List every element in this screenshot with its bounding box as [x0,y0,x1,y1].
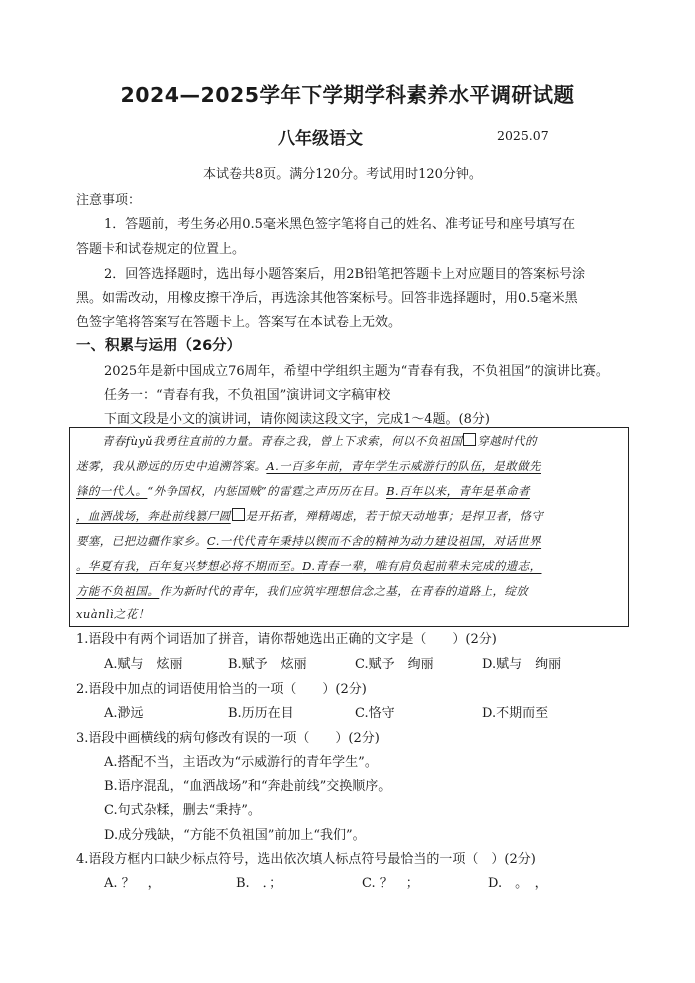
passage-line: 青春fùyǔ我勇往直前的力量。青春之我，曾上下求索，何以不负祖国 穿越时代的 [102,434,537,448]
instruction: 下面文段是小文的演讲词，请你阅读这段文字，完成1～4题。(8分) [104,412,490,427]
notice-line: 2．回答选择题时，选出每小题答案后，用2B铅笔把答题卡上对应题目的答案标号涂 [104,267,586,282]
question-stem: 3.语段中画横线的病句修改有误的一项（ ）(2分) [76,731,380,746]
passage-line: ，血洒战场，奔赴前线篡尸圆 是开拓者，殚精竭虑，若于惊天动地事；是捍卫者，恪守 [76,509,544,523]
option-d: D. 。 ， [488,876,548,891]
notice-label: 注意事项： [76,193,142,208]
option-c: C. ？ ； [362,876,419,891]
option-c: C.赋予 绚丽 [355,657,434,672]
exam-info: 本试卷共8页。满分120分。考试用时120分钟。 [203,167,482,182]
passage-line: 迷雾，我从渺远的历史中追溯答案。A.一百多年前，青年学生示威游行的队伍，是敢做先 [76,459,541,473]
passage-line [76,558,541,574]
option-a: A. ？ ， [104,876,161,891]
option-b: B. ．； [236,876,283,891]
underlined-sentence-c: 。华夏有我，百年复兴梦想必将不期而至。 [76,559,303,573]
underlined-sentence-a: 锋的一代人。 [76,484,148,498]
option-d: D.赋与 绚丽 [482,657,562,672]
passage-line: 方能不负祖国。作为新时代的青年，我们应筑牢理想信念之基，在青春的道路上，绽放 [76,584,529,598]
option-d: D.不期而至 [482,706,549,721]
blank-square [232,508,245,521]
passage-line: xuànlì之花！ [76,607,150,621]
option-c: C.恪守 [355,706,395,721]
option-c: C.句式杂糅，删去“秉持”。 [104,803,261,818]
exam-date: 2025.07 [497,128,549,143]
option-d: D.成分残缺，“方能不负祖国”前加上“我们”。 [104,828,366,843]
notice-line: 1．答题前，考生务必用0.5毫米黑色签字笔将自己的姓名、准考证号和座号填写在 [104,217,575,232]
option-a: A.赋与 炫丽 [104,657,183,672]
question-stem: 1.语段中有两个词语加了拼音，请你帮她选出正确的文字是（ ）(2分) [76,632,497,647]
notice-line: 答题卡和试卷规定的位置上。 [76,242,246,257]
section-heading: 一、积累与运用（26分） [76,338,242,354]
option-b: B.语序混乱，“血洒战场”和“奔赴前线”交换顺序。 [104,779,392,794]
passage-line: 锋的一代人。“外争国权，内惩国贼”的雷霆之声历历在目。B.百年以来，青年是革命者 [76,484,530,498]
underlined-sentence-c: C.一代代青年秉持以锲而不舍的精神为动力建设祖国，对话世界 [206,534,542,548]
exam-title: 2024—2025学年下学期学科素养水平调研试题 [120,83,575,107]
underlined-sentence-b: B.百年以来，青年是革命者 [386,484,530,498]
underlined-sentence-d: D.青春一辈，唯有肩负起前辈未完成的遗志， [302,559,542,573]
question-stem: 2.语段中加点的词语使用恰当的一项（ ）(2分) [76,682,367,697]
underlined-sentence-a: A.一百多年前，青年学生示威游行的队伍，是敢做先 [266,459,541,473]
exam-subtitle: 八年级语文 [278,129,363,149]
underlined-sentence-d: 方能不负祖国。 [76,584,160,598]
blank-square [463,433,476,446]
passage-box [69,427,629,627]
option-b: B.赋予 炫丽 [228,657,307,672]
notice-line: 黑。如需改动，用橡皮擦干净后，再选涂其他答案标号。回答非选择题时，用0.5毫米黑 [76,291,578,306]
question-stem: 4.语段方框内口缺少标点符号，选出依次填人标点符号最恰当的一项（ ）(2分) [76,852,536,867]
passage-line: 要塞，已把边疆作家乡。C.一代代青年秉持以锲而不舍的精神为动力建设祖国，对话世界 [76,534,542,548]
notice-line: 色签字笔将答案写在答题卡上。答案写在本试卷上无效。 [76,315,402,330]
section-intro: 2025年是新中国成立76周年，希望中学组织主题为“青春有我，不负祖国”的演讲比赛。 [104,364,609,379]
option-b: B.历历在目 [228,706,294,721]
underlined-sentence-b: ，血洒战场，奔赴前线篡尸圆 [76,509,231,523]
option-a: A.渺远 [104,706,144,721]
task-title: 任务一：“青春有我，不负祖国”演讲词文字稿审校 [104,388,391,403]
option-a: A.搭配不当，主语改为“示威游行的青年学生”。 [104,755,378,770]
